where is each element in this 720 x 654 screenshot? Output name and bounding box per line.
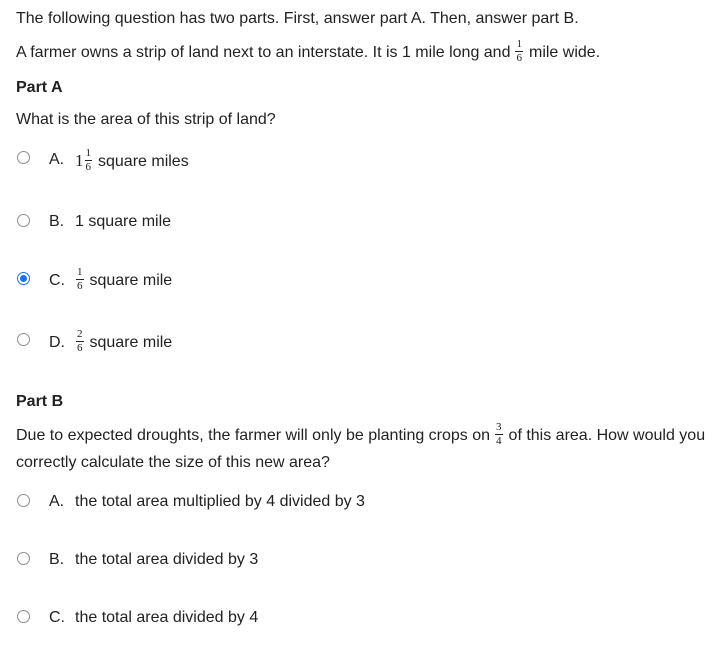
part-a-question: What is the area of this strip of land? — [16, 111, 276, 128]
option-text: $\frac{2}{6}$ square mile — [77, 328, 173, 355]
option-fraction: $\frac{1}{6}$ — [77, 266, 83, 293]
part-b-question-line2: correctly calculate the size of this new area? — [16, 454, 330, 471]
radio-button[interactable] — [17, 610, 30, 623]
stem-fraction: $\frac{1}{6}$ — [516, 38, 522, 65]
radio-button[interactable] — [17, 214, 30, 227]
intro-text: The following question has two parts. First, answer part A. Then, answer part B. — [16, 10, 579, 27]
part-a-heading: Part A — [16, 79, 63, 96]
part-b-heading: Part B — [16, 393, 64, 410]
option-text: the total area divided by 3 — [75, 551, 259, 568]
radio-button[interactable] — [17, 151, 30, 164]
mixed-number-whole: 1 — [75, 151, 84, 170]
option-text: $\frac{1}{6}$ square mile — [77, 266, 173, 293]
option-letter: A. — [49, 151, 65, 168]
stem-text-before: A farmer owns a strip of land next to an interstate. It is 1 mile long and — [16, 44, 511, 61]
option-text: the total area multiplied by 4 divided by 3 — [75, 493, 365, 510]
option-fraction: $\frac{1}{6}$ — [85, 147, 91, 174]
radio-button-selected[interactable] — [17, 272, 30, 285]
option-letter: B. — [49, 551, 65, 568]
option-letter: D. — [49, 334, 65, 351]
part-b-question: Due to expected droughts, the farmer will only be planting crops on $\frac{3}{4}$ of this area. How would you — [16, 421, 706, 448]
option-letter: A. — [49, 493, 65, 510]
option-text: 1 $\frac{1}{6}$ square miles — [75, 147, 189, 174]
option-letter: C. — [49, 272, 65, 289]
option-letter: C. — [49, 609, 65, 626]
stem-text-after: mile wide. — [528, 44, 601, 61]
option-text: the total area divided by 4 — [75, 609, 259, 626]
option-letter: B. — [49, 213, 65, 230]
part-b-fraction: $\frac{3}{4}$ — [496, 421, 502, 448]
option-text: 1 square mile — [75, 213, 172, 230]
option-fraction: $\frac{2}{6}$ — [77, 328, 83, 355]
radio-button[interactable] — [17, 333, 30, 346]
radio-button[interactable] — [17, 494, 30, 507]
question-stem — [16, 36, 600, 70]
radio-button[interactable] — [17, 552, 30, 565]
